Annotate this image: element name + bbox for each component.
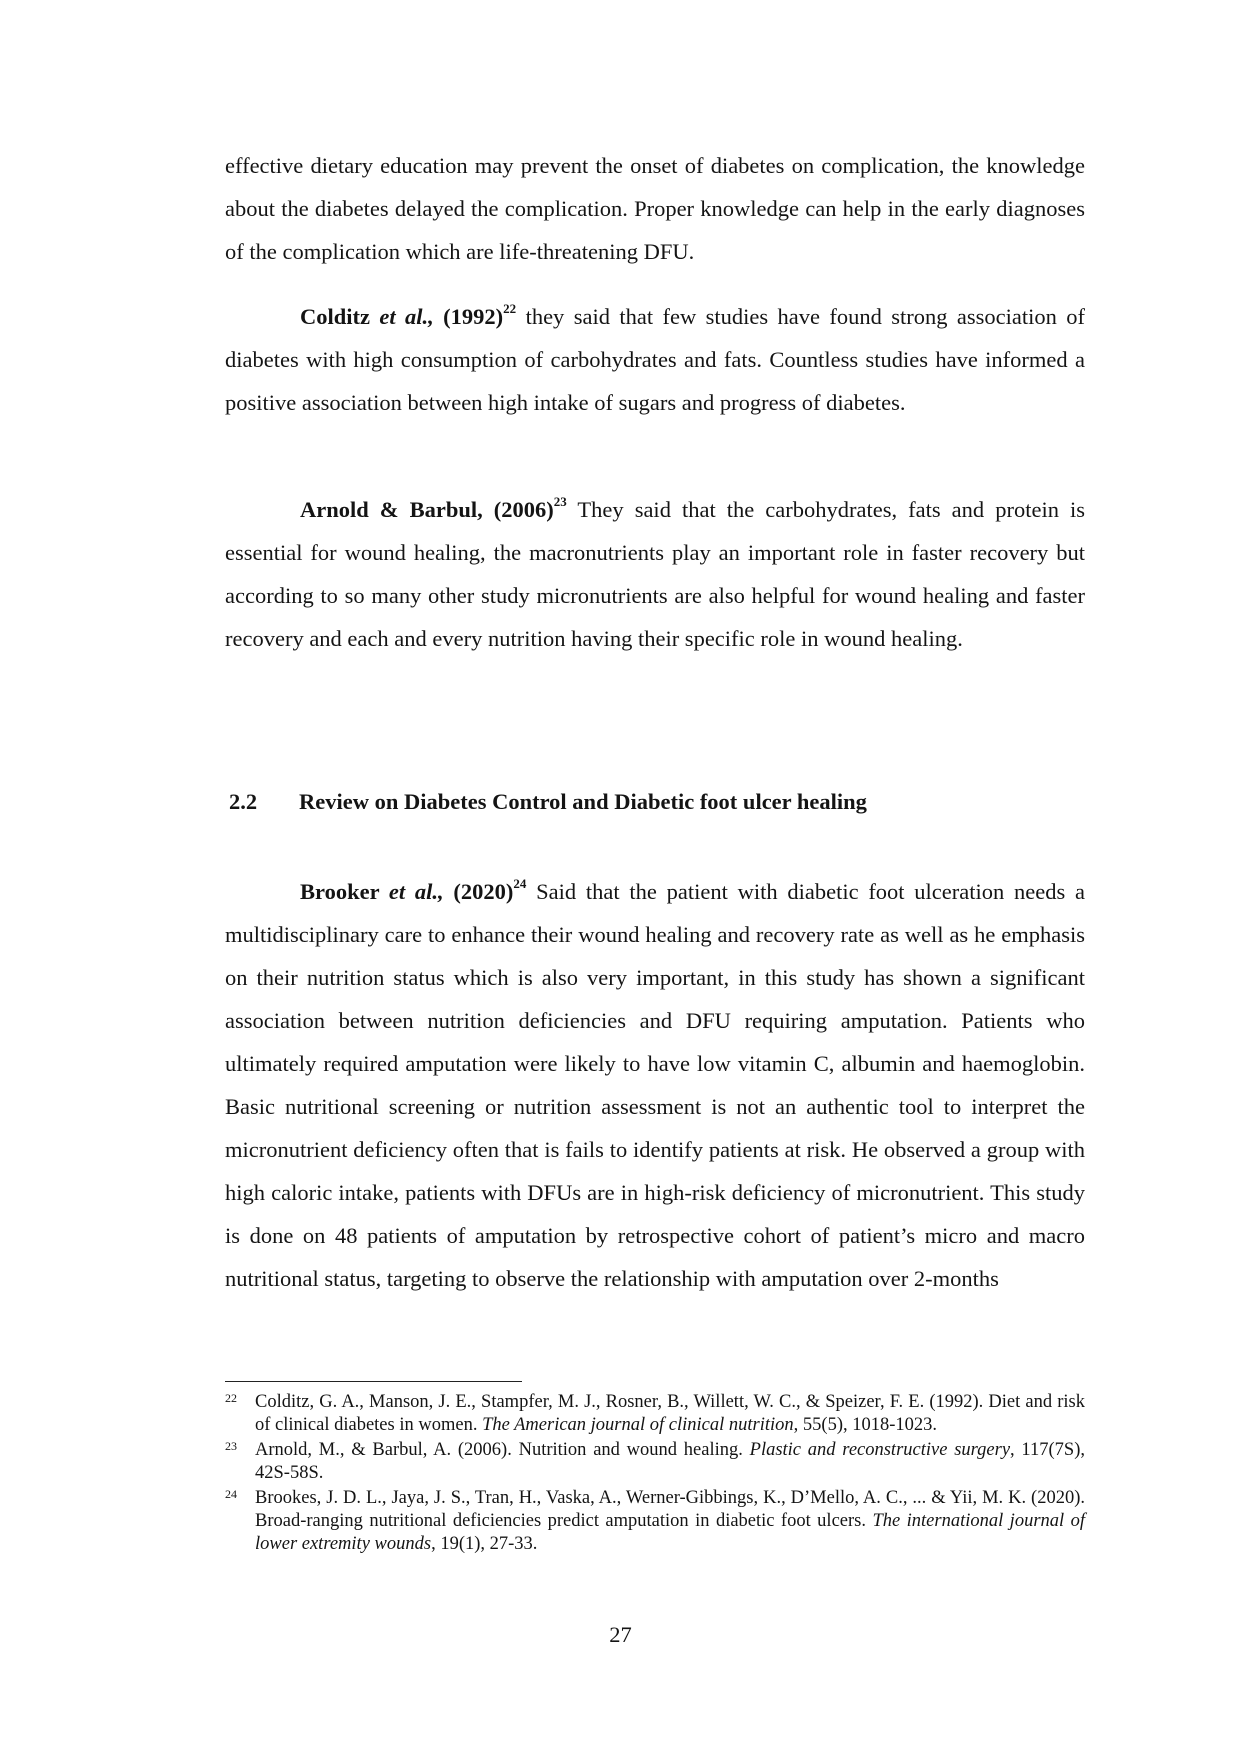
footnote-journal: The American journal of clinical nutrition <box>482 1415 794 1435</box>
paragraph-colditz <box>225 295 1085 424</box>
paragraph-arnold <box>225 488 1085 660</box>
citation-author: Brooker <box>300 879 389 904</box>
citation-author: Colditz <box>300 304 380 329</box>
citation-ref-mark: 22 <box>503 301 517 316</box>
section-heading <box>229 787 867 817</box>
citation-ref-mark: 24 <box>513 876 527 891</box>
footnote-details: , 19(1), 27-33. <box>431 1534 538 1554</box>
paragraph-text: Said that the patient with diabetic foot ulceration needs a multidisciplinary care to enhance their wound healing and recovery rate as well as he emphasis on their nutrition status which is also very important, in this study has shown a significant association between nutrition deficiencies and DFU requiring amputation. Patients who ultimately required amputation were likely to have low vitamin C, albumin and haemoglobin. Basic nutritional screening or nutrition assessment is not an authentic tool to interpret the micronutrient deficiency often that is fails to identify patients at risk. He observed a group with high caloric intake, patients with DFUs are in high-risk deficiency of micronutrient. This study is done on 48 patients of amputation by retrospective cohort of patient’s micro and macro nutritional status, targeting to observe the relationship with amputation over 2-months <box>225 879 1085 1291</box>
citation-etal: et al., <box>388 879 444 904</box>
footnote-separator <box>225 1381 522 1382</box>
footnote-text: Colditz, G. A., Manson, J. E., Stampfer, M. J., Rosner, B., Willett, W. C., & Speizer, F. E. (1992). Diet and risk of clinical diabetes in women. <box>255 1392 1085 1435</box>
paragraph-intro <box>225 144 1085 273</box>
footnote <box>225 1391 1085 1437</box>
paragraph-brooker <box>225 870 1085 1300</box>
page-number: 27 <box>609 1622 632 1647</box>
citation-author: Arnold & Barbul, (2006) <box>300 497 554 522</box>
paragraph-text: They said that the carbohydrates, fats and protein is essential for wound healing, the macronutrients play an important role in faster recovery but according to so many other study micronutrients are also helpful for wound healing and faster recovery and each and every nutrition having their specific role in wound healing. <box>225 497 1086 651</box>
citation-year: (1992) <box>433 304 504 329</box>
section-title: Review on Diabetes Control and Diabetic foot ulcer healing <box>299 789 867 814</box>
footnote-journal: Plastic and reconstructive surgery <box>749 1440 1011 1460</box>
footnote <box>225 1487 1085 1556</box>
footnote-text: Arnold, M., & Barbul, A. (2006). Nutrition and wound healing. <box>255 1440 750 1460</box>
footnote-text: Brookes, J. D. L., Jaya, J. S., Tran, H., Vaska, A., Werner-Gibbings, K., D’Mello, A. C., ... & Yii, M. K. (2020). Broad-ranging nutritional deficiencies predict amputation in diabetic foot ulcers. <box>255 1488 1085 1531</box>
paragraph-text: they said that few studies have found strong association of diabetes with high consumption of carbohydrates and fats. Countless studies have informed a positive association between high intake of sugars and progress of diabetes. <box>225 304 1085 415</box>
footnote-details: , 55(5), 1018-1023. <box>793 1415 938 1435</box>
footnote-mark: 24 <box>225 1487 237 1501</box>
footnote <box>225 1439 1085 1485</box>
footnote-mark: 22 <box>225 1391 237 1405</box>
citation-etal: et al., <box>379 304 434 329</box>
footnote-journal: The international journal of lower extremity wounds <box>255 1511 1085 1554</box>
paragraph-text: effective dietary education may prevent the onset of diabetes on complication, the knowledge about the diabetes delayed the complication. Proper knowledge can help in the early diagnoses of the complication which are life-threatening DFU. <box>225 153 1085 264</box>
footnote-mark: 23 <box>225 1439 237 1453</box>
footnotes <box>225 1391 1085 1558</box>
section-number: 2.2 <box>229 789 258 814</box>
citation-ref-mark: 23 <box>553 494 567 509</box>
citation-year: (2020) <box>443 879 514 904</box>
footnote-details: , 117(7S), 42S-58S. <box>255 1440 1085 1483</box>
